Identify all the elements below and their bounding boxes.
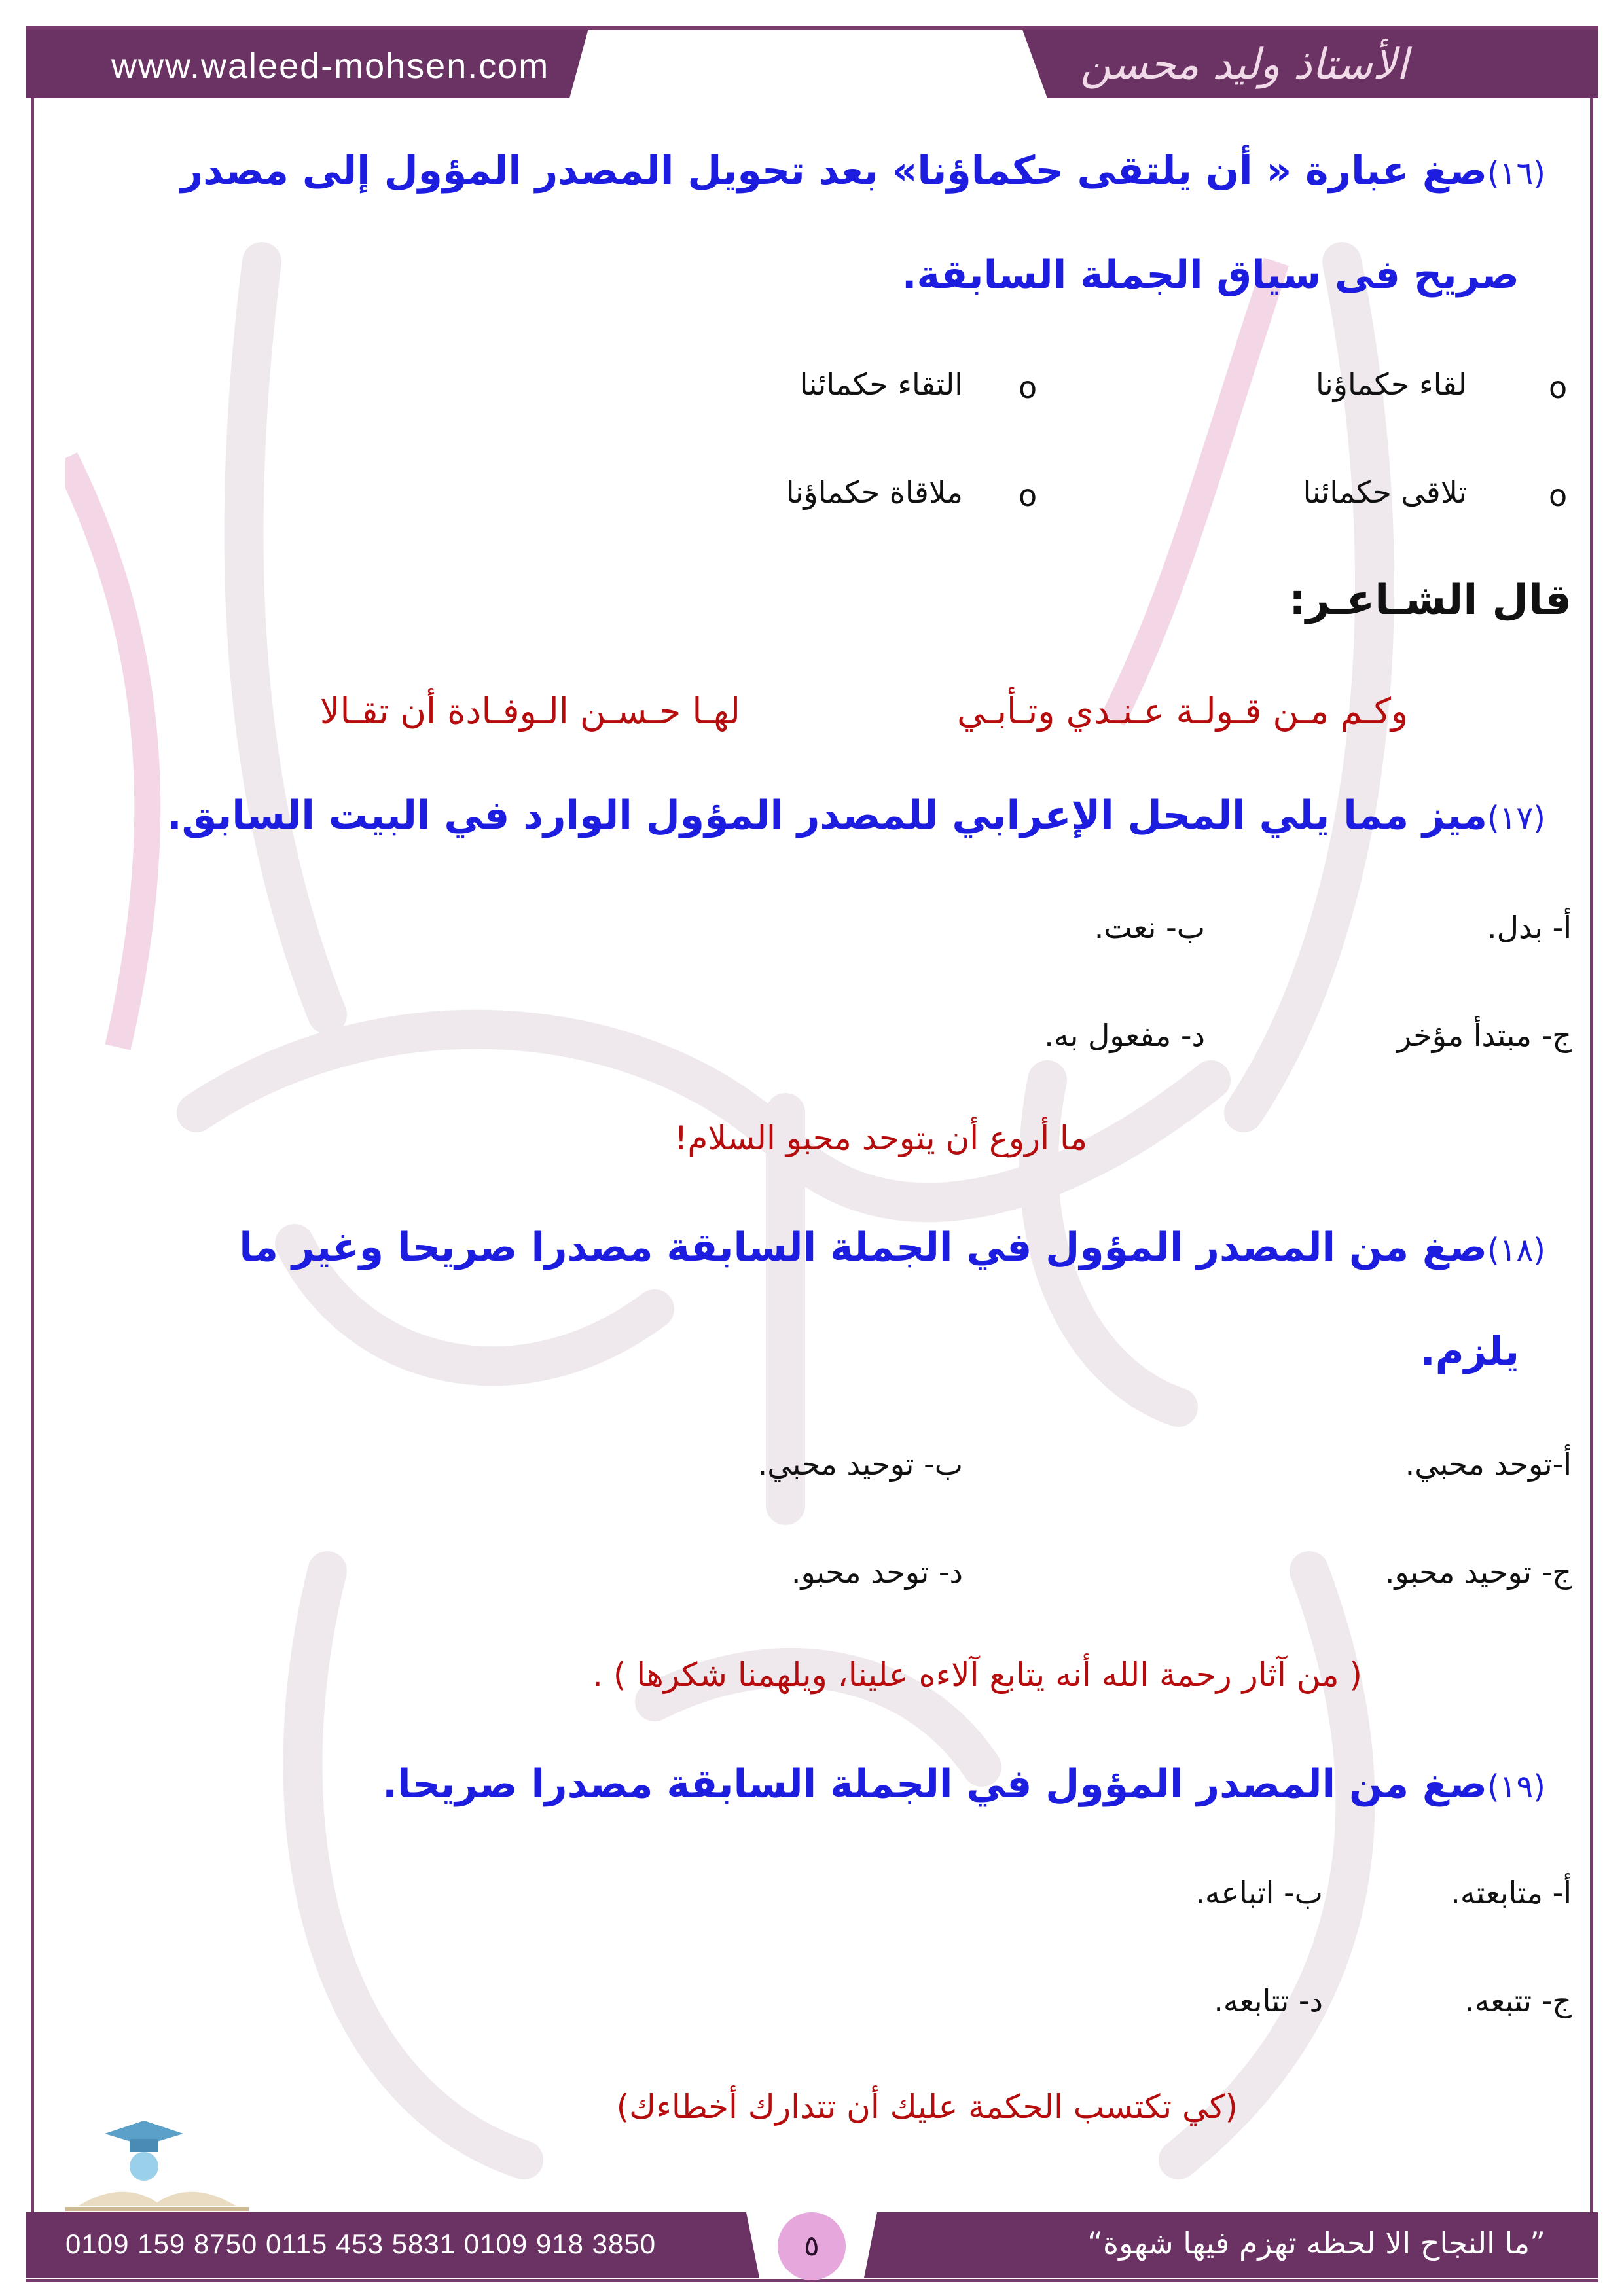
q17-option-d[interactable]: د- مفعول به. [1044, 1018, 1205, 1053]
question-18-continuation: يلزم. [1420, 1329, 1519, 1374]
example-sentence-3: (كي تكتسب الحكمة عليك أن تتدارك أخطاءك) [616, 2088, 1238, 2126]
contact-phone-numbers: 0109 159 8750 0115 453 5831 0109 918 3850 [65, 2229, 657, 2259]
footer-quote: ”ما النجاح الا لحظه تهزم فيها شهوة“ [1087, 2225, 1545, 2261]
question-text: ميز مما يلي المحل الإعرابي للمصدر المؤول الوارد في البيت السابق. [166, 793, 1487, 838]
poet-label: قال الشـاعـر: [1289, 576, 1572, 624]
q17-option-b[interactable]: ب- نعت. [1094, 910, 1205, 945]
q19-option-c[interactable]: ج- تتبعه. [1465, 1983, 1572, 2018]
brand-logo: الأستاذ وليد محسن [1080, 41, 1408, 89]
q17-option-c[interactable]: ج- مبتدأ مؤخر [1396, 1018, 1572, 1053]
q18-option-d[interactable]: د- توحد محبو. [791, 1554, 963, 1590]
question-19 [382, 1761, 1545, 1808]
page-number-badge: ٥ [778, 2212, 846, 2280]
q18-option-b[interactable]: ب- توحيد محبي. [757, 1446, 963, 1482]
question-number: (١٨) [1487, 1232, 1545, 1268]
question-16-continuation: صريح فى سياق الجملة السابقة. [901, 252, 1519, 298]
frame-left-line [31, 26, 34, 2271]
question-number: (١٧) [1487, 800, 1545, 836]
q16-option-4[interactable]: ملاقاة حكماؤنا [785, 475, 963, 510]
q18-option-a[interactable]: أ-توحد محبي. [1405, 1446, 1572, 1482]
option-bullet: o [1549, 478, 1568, 513]
q16-option-1[interactable]: لقاء حكماؤنا [1315, 367, 1467, 402]
question-17 [167, 792, 1545, 839]
option-bullet: o [1549, 370, 1568, 405]
frame-right-line [1590, 26, 1593, 2271]
question-number: (١٦) [1487, 155, 1545, 192]
q17-option-a[interactable]: أ- بدل. [1487, 910, 1572, 945]
graduation-book-logo-icon [52, 2108, 262, 2212]
question-18 [239, 1224, 1545, 1271]
q16-option-2[interactable]: التقاء حكمائنا [799, 367, 963, 402]
q19-option-a[interactable]: أ- متابعته. [1451, 1875, 1572, 1910]
question-number: (١٩) [1487, 1768, 1545, 1805]
q19-option-b[interactable]: ب- اتباعه. [1195, 1875, 1323, 1910]
verse-first-hemistich: وكـم مـن قـولـة عـنـدي وتـأبـي [957, 691, 1408, 732]
verse-second-hemistich: لهـا حـسـن الـوفـادة أن تقـالا [319, 691, 740, 732]
option-bullet: o [1019, 370, 1038, 405]
question-text: صغ عبارة « أن يلتقى حكماؤنا» بعد تحويل المصدر المؤول إلى مصدر [180, 148, 1487, 194]
example-sentence-1: ما أروع أن يتوحد محبو السلام! [674, 1119, 1087, 1157]
q16-option-3[interactable]: تلاقى حكمائنا [1303, 475, 1467, 510]
q19-option-d[interactable]: د- تتابعه. [1214, 1983, 1323, 2018]
q18-option-c[interactable]: ج- توحيد محبو. [1384, 1554, 1572, 1590]
site-url-link[interactable]: www.waleed-mohsen.com [111, 46, 550, 86]
option-bullet: o [1019, 478, 1038, 513]
watermark-calligraphy [65, 131, 1558, 2193]
question-16 [181, 147, 1545, 194]
example-sentence-2: ( من آثار رحمة الله أنه يتابع آلاءه علينا، ويلهمنا شكرها ) . [592, 1656, 1362, 1694]
question-text: صغ من المصدر المؤول في الجملة السابقة مصدرا صريحا. [382, 1761, 1487, 1807]
question-text: صغ من المصدر المؤول في الجملة السابقة مصدرا صريحا وغير ما [239, 1225, 1487, 1270]
